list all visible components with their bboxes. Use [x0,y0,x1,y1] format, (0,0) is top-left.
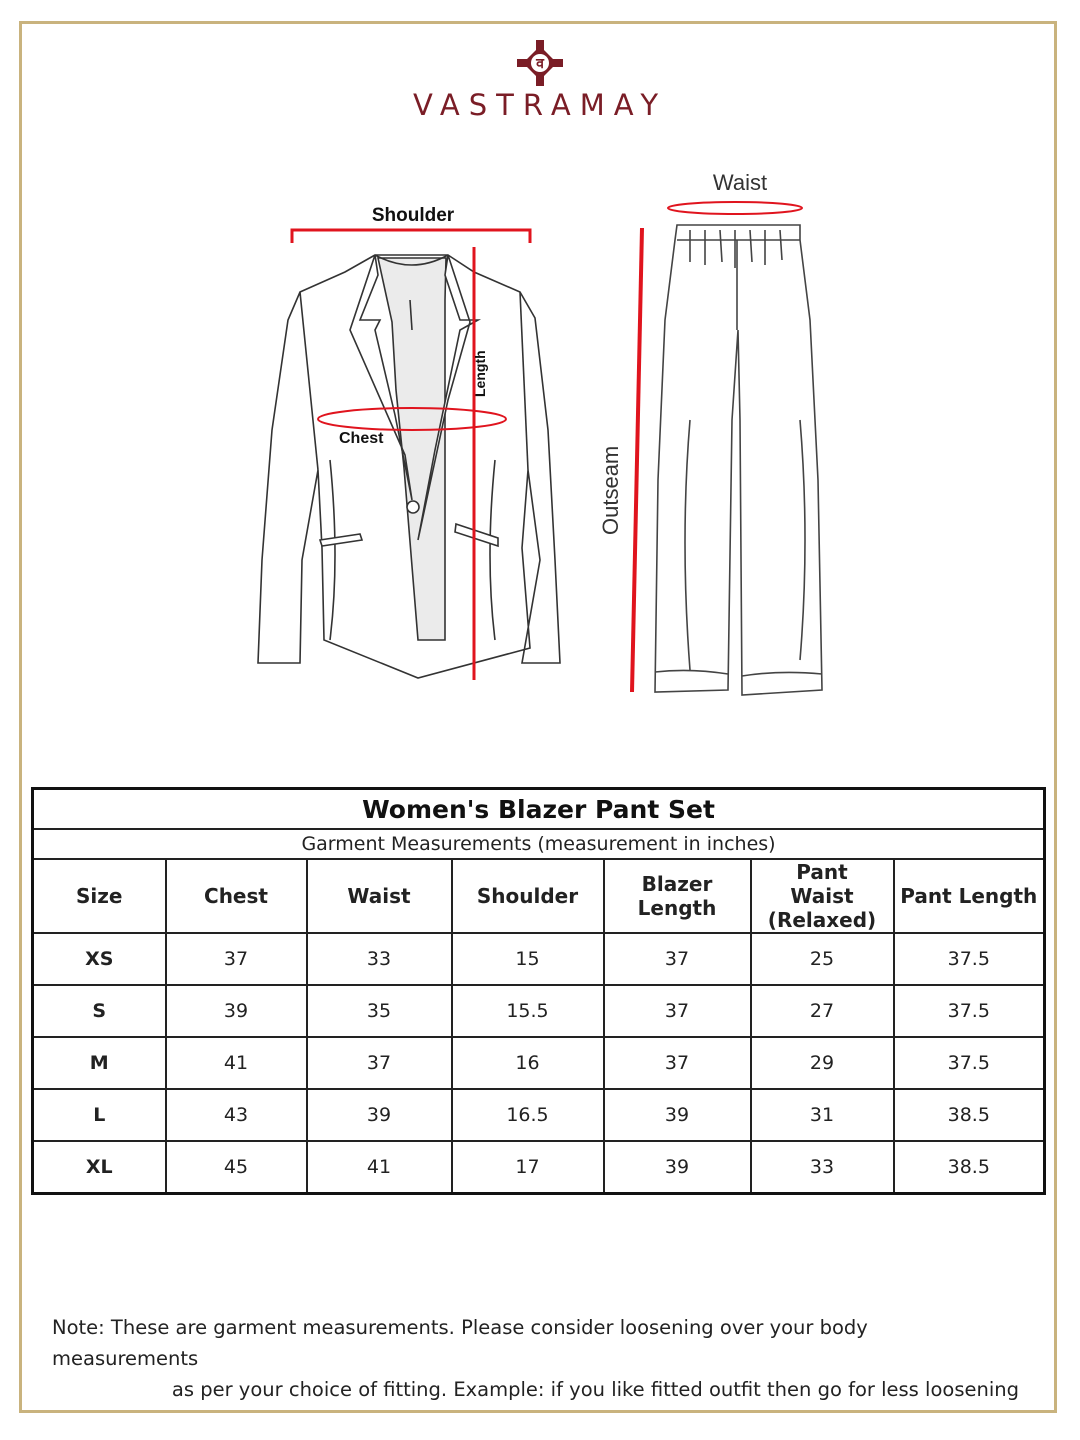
cell-blazer-length: 39 [604,1141,751,1194]
note-line-2: as per your choice of fitting. Example: if you like fitted outfit then go for less loosening [171,1378,1019,1401]
header-shoulder: Shoulder [452,859,604,933]
table-row [33,985,1045,1037]
cell-pant-waist: 29 [751,1037,894,1089]
outseam-marker [632,228,642,692]
table-header-row [33,859,1045,933]
cell-size: L [33,1089,166,1141]
table-row [33,1037,1045,1089]
header-chest: Chest [166,859,307,933]
cell-pant-waist: 25 [751,933,894,985]
cell-chest: 41 [166,1037,307,1089]
cell-waist: 35 [307,985,452,1037]
table-row [33,1141,1045,1194]
cell-chest: 39 [166,985,307,1037]
cell-pant-length: 38.5 [894,1089,1045,1141]
cell-waist: 39 [307,1089,452,1141]
cell-shoulder: 15.5 [452,985,604,1037]
cell-shoulder: 15 [452,933,604,985]
outseam-label: Outseam [598,445,623,535]
cell-waist: 41 [307,1141,452,1194]
brand-name: VASTRAMAY [412,88,668,122]
cell-shoulder: 16.5 [452,1089,604,1141]
table-title: Women's Blazer Pant Set [33,789,1045,830]
shoulder-marker [292,230,530,243]
cell-chest: 45 [166,1141,307,1194]
header-pant-waist: Pant Waist (Relaxed) [751,859,894,933]
cell-blazer-length: 37 [604,985,751,1037]
table-row [33,933,1045,985]
pants-illustration [655,225,822,695]
cell-pant-length: 37.5 [894,985,1045,1037]
cell-pant-length: 37.5 [894,1037,1045,1089]
table-subtitle: Garment Measurements (measurement in inches) [33,829,1045,859]
header-waist: Waist [307,859,452,933]
cell-waist: 33 [307,933,452,985]
cell-blazer-length: 37 [604,933,751,985]
header-size: Size [33,859,166,933]
cell-size: S [33,985,166,1037]
cell-pant-waist: 31 [751,1089,894,1141]
cell-pant-waist: 27 [751,985,894,1037]
waist-label: Waist [712,170,768,195]
cell-chest: 43 [166,1089,307,1141]
cell-size: M [33,1037,166,1089]
cell-shoulder: 17 [452,1141,604,1194]
cell-pant-length: 37.5 [894,933,1045,985]
table-row [33,1089,1045,1141]
cell-waist: 37 [307,1037,452,1089]
shoulder-label: Shoulder [371,205,455,226]
cell-blazer-length: 37 [604,1037,751,1089]
waist-marker [668,202,802,214]
blazer-illustration [258,255,560,678]
cell-shoulder: 16 [452,1037,604,1089]
cell-blazer-length: 39 [604,1089,751,1141]
cell-pant-length: 38.5 [894,1141,1045,1194]
length-label: Length [472,350,488,397]
brand-glyph: व [536,56,544,72]
header-pant-length: Pant Length [894,859,1045,933]
cell-pant-waist: 33 [751,1141,894,1194]
note-line-1: Note: These are garment measurements. Please consider loosening over your body measurements [52,1316,868,1370]
cell-size: XL [33,1141,166,1194]
fit-note [52,1312,1019,1405]
size-chart-table [31,787,1046,1195]
cell-chest: 37 [166,933,307,985]
cell-size: XS [33,933,166,985]
chest-label: Chest [339,430,384,447]
header-blazer-length: Blazer Length [604,859,751,933]
